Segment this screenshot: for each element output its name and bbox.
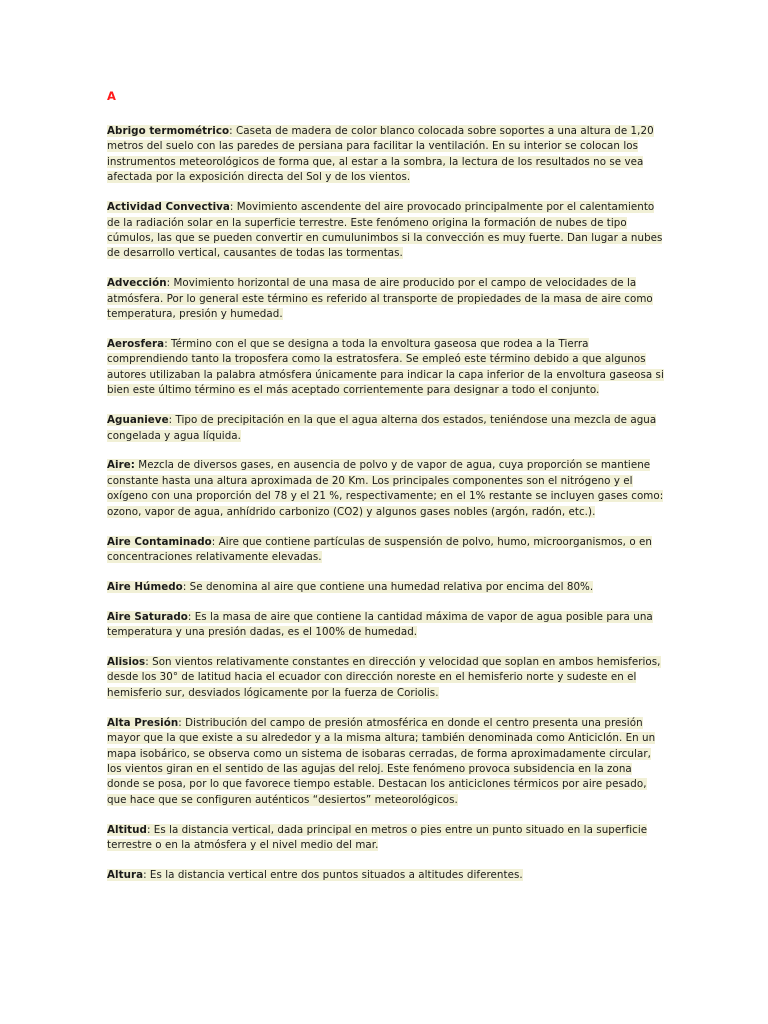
glossary-entry [107,124,667,186]
entry-definition: Término con el que se designa a toda la envoltura gaseosa que rodea a la Tierra comprendiendo tanto la troposfera como la estratosfera. Se empleó este término debido a que algunos autores utilizaban la palabra atmósfera únicamente para indicar la capa inferior de la envoltura gaseosa si bien este último término es el más aceptado corrientemente para designar a todo el conjunto. [107,337,664,397]
entry-term: Aire Húmedo [107,580,183,593]
entry-term: Aire: [107,459,135,472]
entry-separator: : [166,277,171,290]
glossary-entry [107,580,667,595]
entry-separator: : [229,125,233,137]
entry-term: Advección [107,277,167,290]
entry-term: Abrigo termométrico [107,125,230,137]
glossary-entry [107,458,667,520]
entry-separator: : [143,869,147,882]
entry-definition: Se denomina al aire que contiene una humedad relativa por encima del 80%. [186,580,594,593]
entry-definition: Aire que contiene partículas de suspensión de polvo, humo, microorganismos, o en concentraciones relativamente elevadas. [107,535,652,563]
entry-separator: : [164,337,168,350]
glossary-entry [107,716,667,808]
entry-term: Alisios [107,656,146,669]
section-letter: A [107,89,116,103]
glossary-entry [107,823,667,854]
glossary-entry [107,535,667,566]
glossary-entry [107,337,667,399]
glossary-entry [107,868,667,883]
entry-separator: : [168,414,173,427]
entry-term: Actividad Convectiva [107,201,230,214]
entry-term: Aire Contaminado [107,535,212,548]
entry-definition: Tipo de precipitación en la que el agua alterna dos estados, teniéndose una mezcla de agua congelada y agua líquida. [107,414,657,442]
entry-separator: : [182,580,187,593]
entry-term: Aire Saturado [107,610,188,623]
entry-separator: : [187,610,192,623]
entry-term: Alta Presión [107,716,179,729]
entry-term: Aerosfera [107,337,165,350]
entry-definition: Son vientos relativamente constantes en dirección y velocidad que soplan en ambos hemisferios, desde los 30° de latitud hacia el ecuador con dirección noreste en el hemisferio norte y sudeste en el hemisferio sur, desviados lógicamente por la fuerza de Coriolis. [107,656,661,699]
glossary-entry [107,655,667,701]
entry-definition: Movimiento horizontal de una masa de aire producido por el campo de velocidades de la atmósfera. Por lo general este término es referido al transporte de propiedades de la masa de aire como temperatura, presión y humedad. [107,277,653,321]
entry-definition: Distribución del campo de presión atmosférica en donde el centro presenta una presión mayor que la que existe a su alrededor y a la misma altura; también denominada como Anticiclón. En un mapa isobárico, se observa como un sistema de isobaras cerradas, de forma aproximadamente circular, los vientos giran en el sentido de las agujas del reloj. Este fenómeno provoca subsidencia en la zona donde se posa, por lo que favorece tiempo estable. Destacan los anticiclones térmicos por aire pesado, que hace que se configuren auténticos “desiertos” meteorológicos. [107,716,656,806]
glossary-entry [107,200,667,262]
entry-definition: Caseta de madera de color blanco colocada sobre soportes a una altura de 1,20 metros del suelo con las paredes de persiana para facilitar la ventilación. En su interior se colocan los instrumentos meteorológicos de forma que, al estar a la sombra, la lectura de los resultados no se vea afectada por la exposición directa del Sol y de los vientos. [107,125,654,184]
entry-term: Altura [107,869,144,882]
entry-definition: Es la distancia vertical entre dos puntos situados a altitudes diferentes. [146,869,523,882]
glossary-page [107,88,667,898]
entry-separator: : [211,535,216,548]
entry-term: Altitud [107,823,147,836]
entry-separator: : [229,201,234,214]
glossary-entry [107,413,667,444]
entry-term: Aguanieve [107,414,169,427]
entry-definition: Movimiento ascendente del aire provocado principalmente por el calentamiento de la radiación solar en la superficie terrestre. Este fenómeno origina la formación de nubes de tipo cúmulos, las que se pueden convertir en cumulunimbos si la convección es muy fuerte. Dan lugar a nubes de desarrollo vertical, causantes de todas las tormentas. [107,201,663,260]
entry-separator: : [178,716,182,729]
entry-separator: : [145,656,149,669]
entry-definition: Es la masa de aire que contiene la cantidad máxima de vapor de agua posible para una temperatura y una presión dadas, es el 100% de humedad. [107,610,653,639]
entry-definition: Es la distancia vertical, dada principal en metros o pies entre un punto situado en la superficie terrestre o en la atmósfera y el nivel medio del mar. [107,823,648,852]
entry-definition: Mezcla de diversos gases, en ausencia de polvo y de vapor de agua, cuya proporción se mantiene constante hasta una altura aproximada de 20 Km. Los principales componentes son el nitrógeno y el oxígeno con una proporción del 78 y el 21 %, respectivamente; en el 1% restante se incluyen gases como: ozono, vapor de agua, anhídrido carbonizo (CO2) y algunos gases nobles (argón, radón, etc.). [107,459,664,518]
glossary-entry [107,610,667,641]
entry-separator: : [146,823,151,836]
glossary-entry [107,276,667,322]
